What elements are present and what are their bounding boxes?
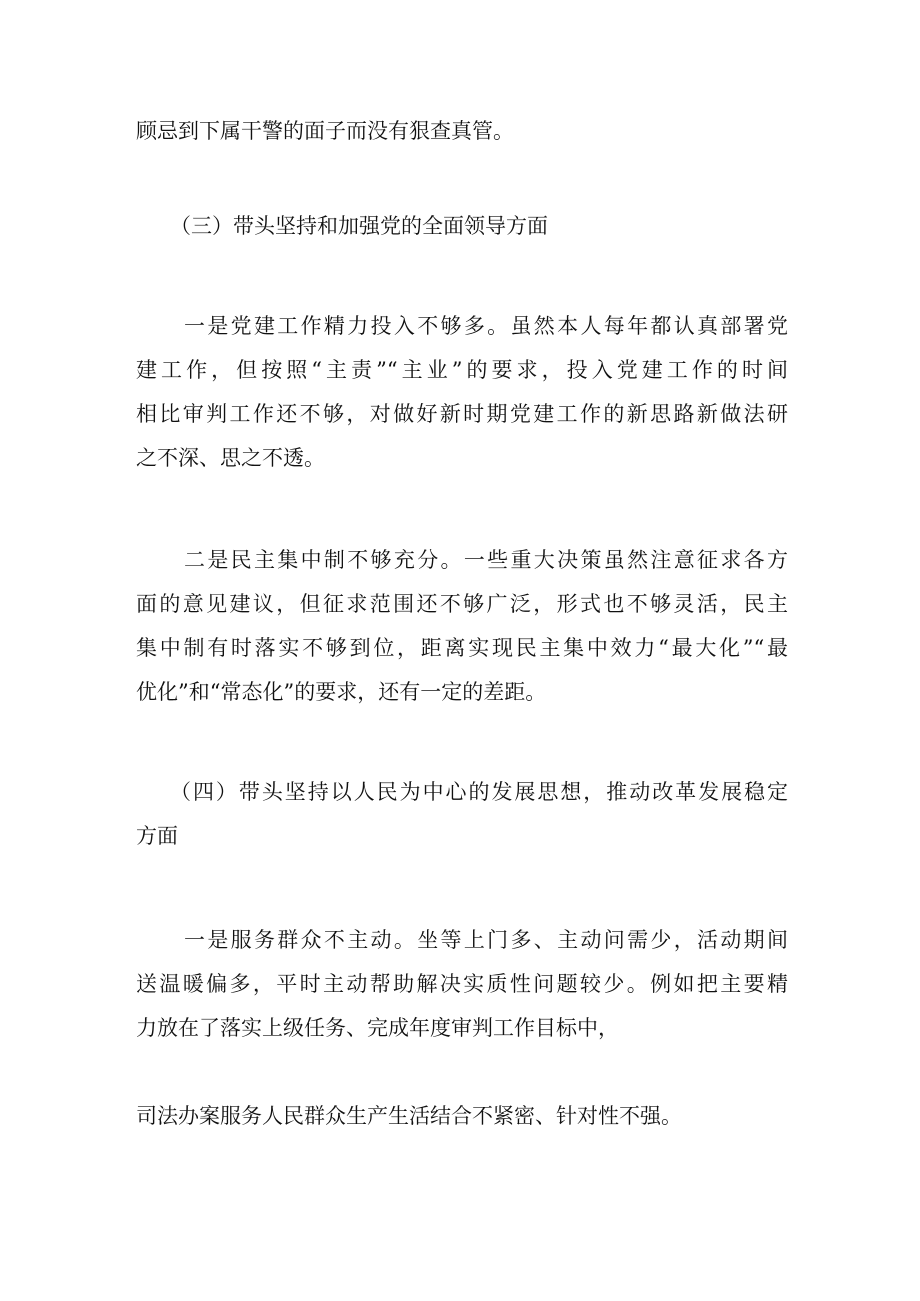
paragraph-3-line-3: 力放在了落实上级任务、完成年度审判工作目标中，: [136, 1016, 619, 1040]
paragraph-2-line-4: 优化”和“常态化”的要求，还有一定的差距。: [136, 680, 547, 704]
paragraph-2-line-3: 集中制有时落实不够到位，距离实现民主集中效力“最大化”“最: [136, 636, 788, 660]
paragraph-1-line-3: 相比审判工作还不够，对做好新时期党建工作的新思路新做法研: [136, 402, 788, 426]
paragraph-1-line-4: 之不深、思之不透。: [136, 446, 325, 470]
paragraph-3-line-1: 一是服务群众不主动。坐等上门多、主动问需少，活动期间: [184, 928, 788, 952]
paragraph-2-line-1: 二是民主集中制不够充分。一些重大决策虽然注意征求各方: [184, 548, 788, 572]
section-heading-4-line-1: （四）带头坚持以人民为中心的发展思想，推动改革发展稳定: [170, 780, 788, 804]
paragraph-3-line-2: 送温暖偏多，平时主动帮助解决实质性问题较少。例如把主要精: [136, 972, 788, 996]
paragraph-1-line-1: 一是党建工作精力投入不够多。虽然本人每年都认真部署党: [184, 314, 788, 338]
paragraph-4-line-1: 司法办案服务人民群众生产生活结合不紧密、针对性不强。: [136, 1104, 682, 1128]
section-heading-3: （三）带头坚持和加强党的全面领导方面: [170, 214, 548, 238]
paragraph-line-continuation: 顾忌到下属干警的面子而没有狠查真管。: [136, 119, 514, 143]
paragraph-1-line-2: 建工作，但按照“主责”“主业”的要求，投入党建工作的时间: [136, 358, 788, 382]
section-heading-4-line-2: 方面: [136, 824, 178, 848]
paragraph-2-line-2: 面的意见建议，但征求范围还不够广泛，形式也不够灵活，民主: [136, 592, 788, 616]
